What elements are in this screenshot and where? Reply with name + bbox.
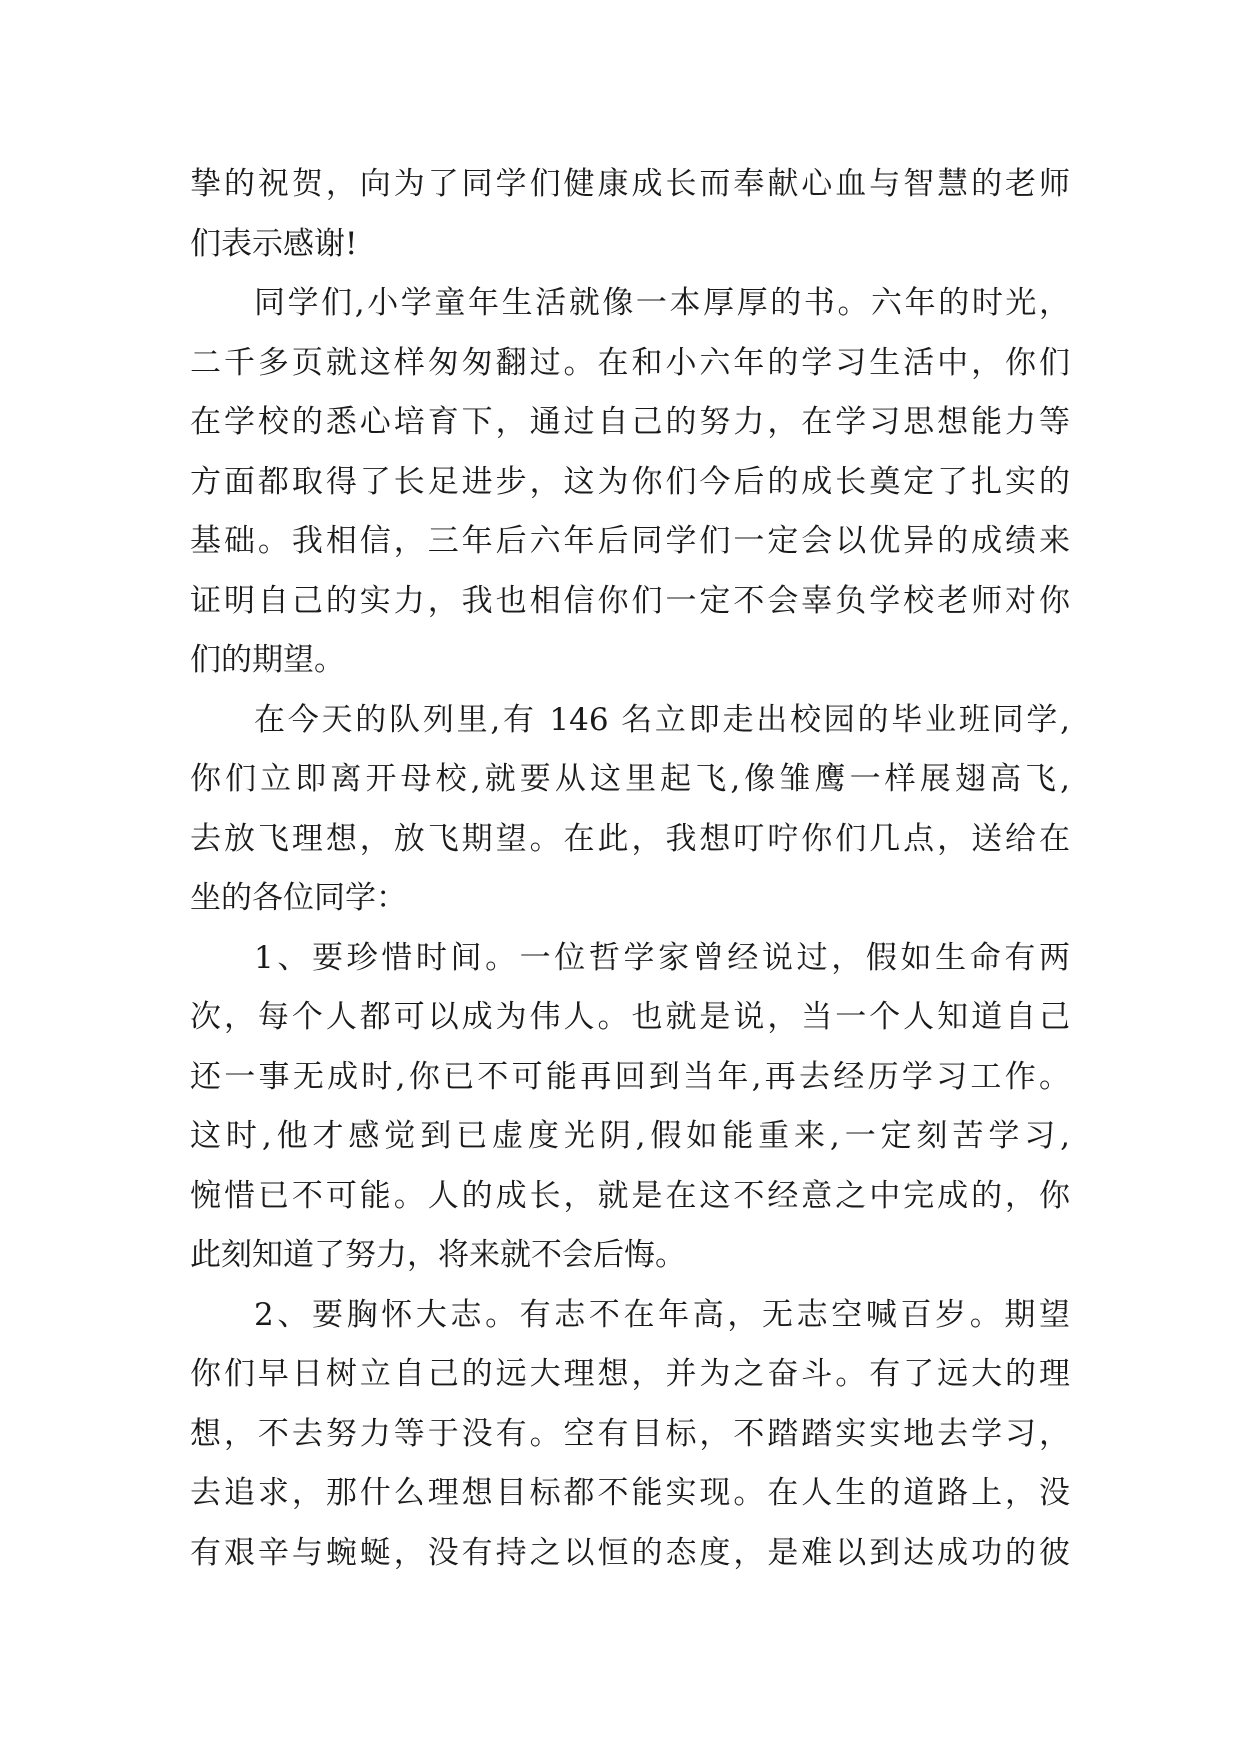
text-line: 方面都取得了长足进步，这为你们今后的成长奠定了扎实的	[190, 463, 1070, 500]
text-line: 次，每个人都可以成为伟人。也就是说，当一个人知道自己	[190, 999, 1070, 1035]
text-line: 惋惜已不可能。人的成长，就是在这不经意之中完成的，你	[190, 1177, 1070, 1214]
text-line: 2、要胸怀大志。有志不在年高，无志空喊百岁。期望	[254, 1296, 1070, 1333]
text-line: 二千多页就这样匆匆翻过。在和小六年的学习生活中，你们	[190, 344, 1070, 381]
paragraph	[190, 1286, 1070, 1584]
text-line: 有艰辛与蜿蜒，没有持之以恒的态度，是难以到达成功的彼	[190, 1534, 1070, 1571]
document-body	[190, 155, 1070, 1583]
text-line: 去追求，那什么理想目标都不能实现。在人生的道路上，没	[190, 1475, 1070, 1511]
text-line: 们表示感谢!	[190, 225, 358, 262]
text-line: 在今天的队列里,有 146 名立即走出校园的毕业班同学,	[254, 701, 1070, 738]
paragraph	[190, 929, 1070, 1286]
text-line: 这时,他才感觉到已虚度光阴,假如能重来,一定刻苦学习,	[190, 1118, 1070, 1154]
text-line: 挚的祝贺，向为了同学们健康成长而奉献心血与智慧的老师	[190, 166, 1070, 202]
text-line: 在学校的悉心培育下，通过自己的努力，在学习思想能力等	[190, 404, 1070, 440]
text-line: 1、要珍惜时间。一位哲学家曾经说过，假如生命有两	[254, 939, 1070, 976]
text-line: 还一事无成时,你已不可能再回到当年,再去经历学习工作。	[190, 1058, 1070, 1095]
text-line: 去放飞理想，放飞期望。在此，我想叮咛你们几点，送给在	[190, 820, 1070, 857]
text-line: 想，不去努力等于没有。空有目标，不踏踏实实地去学习，	[190, 1415, 1070, 1452]
text-line: 同学们,小学童年生活就像一本厚厚的书。六年的时光，	[254, 285, 1070, 321]
text-line: 你们早日树立自己的远大理想，并为之奋斗。有了远大的理	[190, 1356, 1070, 1392]
paragraph	[190, 691, 1070, 929]
text-line: 此刻知道了努力，将来就不会后悔。	[190, 1237, 686, 1273]
text-line: 你们立即离开母校,就要从这里起飞,像雏鹰一样展翅高飞,	[190, 761, 1070, 797]
text-line: 基础。我相信，三年后六年后同学们一定会以优异的成绩来	[190, 523, 1070, 559]
paragraph	[190, 274, 1070, 691]
text-line: 坐的各位同学：	[190, 880, 407, 916]
text-line: 证明自己的实力，我也相信你们一定不会辜负学校老师对你	[190, 582, 1070, 619]
paragraph	[190, 155, 1070, 274]
text-line: 们的期望。	[190, 642, 345, 678]
